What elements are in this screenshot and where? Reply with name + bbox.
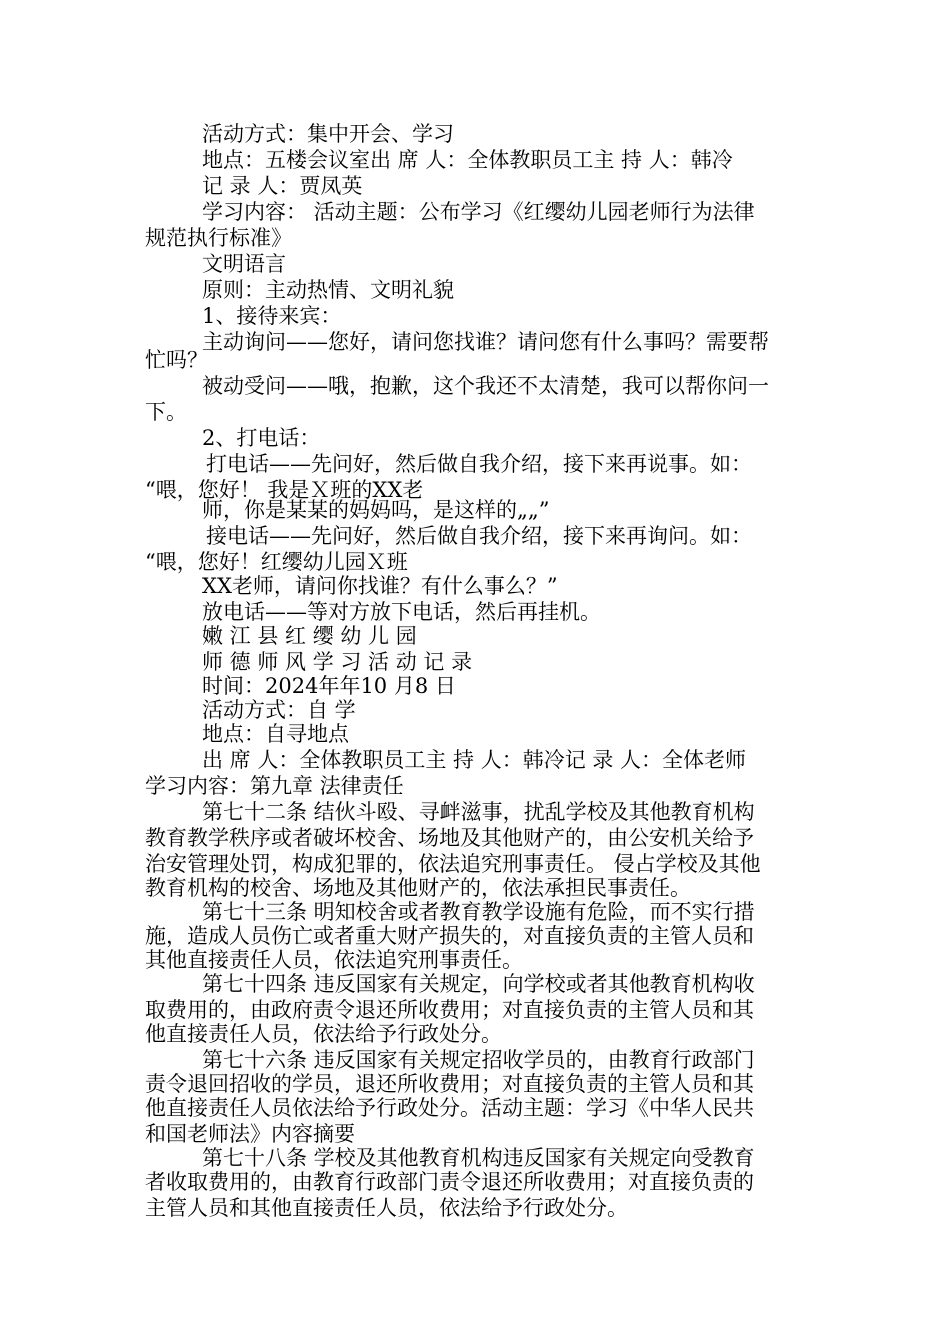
text-line: 第七十六条 违反国家有关规定招收学员的，由教育行政部门 xyxy=(202,1048,755,1072)
text-line: 忙吗？ xyxy=(145,348,208,372)
text-line: 治安管理处罚，构成犯罪的，依法追究刑事责任。 侵占学校及其他 xyxy=(145,852,761,876)
text-line: 师，你是某某的妈妈吗，是这样的„„” xyxy=(202,498,550,522)
text-line: “喂，您好！红缨幼儿园Ｘ班 xyxy=(145,550,408,574)
text-line: 下。 xyxy=(145,400,187,424)
text-line: 时间：2024年年10 月8 日 xyxy=(202,674,456,698)
text-line: 责令退回招收的学员，退还所收费用；对直接负责的主管人员和其 xyxy=(145,1072,754,1096)
text-line: 地点：自寻地点 xyxy=(202,722,349,746)
text-line: 2、打电话： xyxy=(202,426,321,450)
text-line: 被动受问——哦，抱歉，这个我还不太清楚，我可以帮你问一 xyxy=(202,374,769,398)
text-line: 教育教学秩序或者破坏校舍、场地及其他财产的，由公安机关给予 xyxy=(145,826,754,850)
text-line: 和国老师法》内容摘要 xyxy=(145,1122,355,1146)
text-line: 主管人员和其他直接责任人员，依法给予行政处分。 xyxy=(145,1196,628,1220)
text-line: 出 席 人：全体教职员工主 持 人：韩冷记 录 人：全体老师 xyxy=(202,748,747,772)
text-line: 活动方式：集中开会、学习 xyxy=(202,122,454,146)
text-line: 教育机构的校舍、场地及其他财产的，依法承担民事责任。 xyxy=(145,876,691,900)
text-line: 主动询问——您好，请问您找谁？请问您有什么事吗？需要帮 xyxy=(202,330,769,354)
text-line: 打电话——先问好，然后做自我介绍，接下来再说事。如： xyxy=(206,452,752,476)
text-line: 他直接责任人员依法给予行政处分。活动主题：学习《中华人民共 xyxy=(145,1096,754,1120)
text-line: 规范执行标准》 xyxy=(145,226,292,250)
text-line: 原则：主动热情、文明礼貌 xyxy=(202,278,454,302)
text-line: 记 录 人：贾凤英 xyxy=(202,174,363,198)
text-line: 施，造成人员伤亡或者重大财产损失的，对直接负责的主管人员和 xyxy=(145,924,754,948)
text-line: “喂，您好！ 我是Ｘ班的XX老 xyxy=(145,478,424,502)
text-line: 学习内容： 活动主题：公布学习《红缨幼儿园老师行为法律 xyxy=(202,200,755,224)
text-line: 师 德 师 风 学 习 活 动 记 录 xyxy=(202,650,473,674)
text-line: 第七十二条 结伙斗殴、寻衅滋事，扰乱学校及其他教育机构 xyxy=(202,800,755,824)
text-line: 文明语言 xyxy=(202,252,286,276)
text-line: 第七十三条 明知校舍或者教育教学设施有危险，而不实行措 xyxy=(202,900,755,924)
text-line: 放电话——等对方放下电话，然后再挂机。 xyxy=(202,600,601,624)
text-line: 地点：五楼会议室出 席 人：全体教职员工主 持 人：韩冷 xyxy=(202,148,733,172)
text-line: 学习内容：第九章 法律责任 xyxy=(145,774,404,798)
text-line: 嫩 江 县 红 缨 幼 儿 园 xyxy=(202,624,417,648)
text-line: 活动方式：自 学 xyxy=(202,698,356,722)
text-line: 者收取费用的，由教育行政部门责令退还所收费用；对直接负责的 xyxy=(145,1170,754,1194)
text-line: 第七十四条 违反国家有关规定，向学校或者其他教育机构收 xyxy=(202,972,755,996)
text-line: XX老师，请问你找谁？有什么事么？” xyxy=(202,574,558,598)
text-line: 他直接责任人员，依法给予行政处分。 xyxy=(145,1022,502,1046)
text-line: 接电话——先问好，然后做自我介绍，接下来再询问。如： xyxy=(206,524,752,548)
text-line: 其他直接责任人员，依法追究刑事责任。 xyxy=(145,948,523,972)
text-line: 第七十八条 学校及其他教育机构违反国家有关规定向受教育 xyxy=(202,1146,755,1170)
text-line: 1、接待来宾： xyxy=(202,304,342,328)
text-line: 取费用的，由政府责令退还所收费用；对直接负责的主管人员和其 xyxy=(145,998,754,1022)
